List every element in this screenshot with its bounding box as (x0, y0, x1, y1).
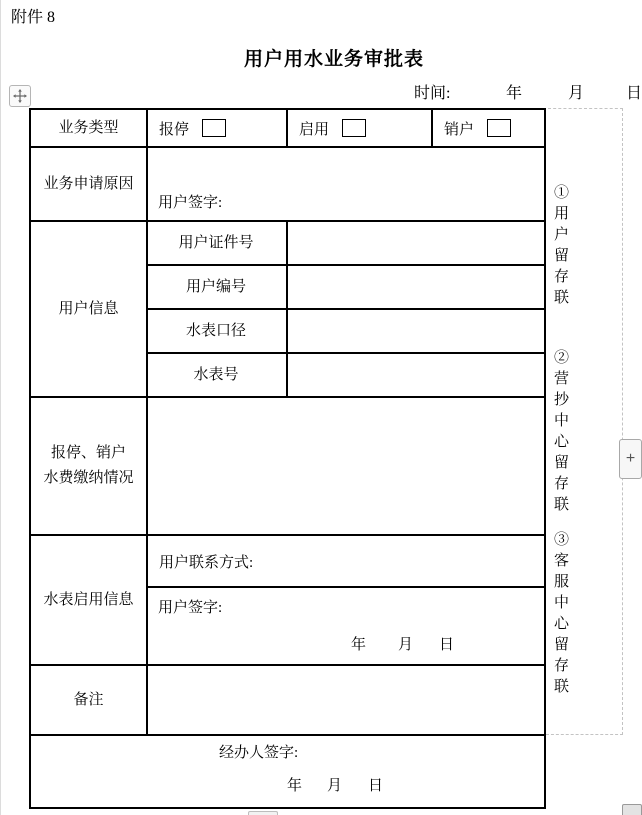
side-label-service-center-copy: ③客服中心留存联 (552, 531, 568, 699)
text-boundary-dashed-line (548, 108, 623, 109)
attachment-label: 附件 8 (11, 9, 56, 26)
meter-caliber-value-cell[interactable] (288, 310, 544, 352)
business-type-option-qiyong (288, 110, 431, 146)
xiaohu-checkbox[interactable] (487, 119, 511, 137)
page-title: 用户用水业务审批表 (244, 49, 425, 70)
handler-date-day-label: 日 (368, 778, 384, 794)
user-id-number-label: 用户证件号 (178, 234, 254, 251)
meter-contact-label: 用户联系方式: (159, 554, 254, 571)
meter-user-signature-label: 用户签字: (158, 600, 223, 616)
remarks-value-cell[interactable] (148, 666, 544, 734)
meter-caliber-label: 水表口径 (185, 322, 246, 339)
remarks-label: 备注 (73, 691, 104, 708)
payment-status-value-cell[interactable] (148, 398, 544, 534)
business-type-label: 业务类型 (58, 119, 119, 136)
user-number-value-cell[interactable] (288, 266, 544, 308)
user-info-label: 用户信息 (58, 300, 119, 317)
table-move-handle[interactable] (9, 85, 31, 107)
qiyong-label: 启用 (299, 121, 330, 138)
business-type-option-xiaohu (433, 110, 546, 146)
handler-signature-label: 经办人签字: (219, 745, 299, 761)
move-icon (13, 89, 27, 103)
time-year-label: 年 (506, 85, 523, 102)
insert-row-button[interactable] (619, 439, 642, 479)
baoting-checkbox[interactable] (202, 119, 226, 137)
side-label-user-copy: ①用户留存联 (552, 184, 568, 310)
payment-status-label-line1: 报停、销户 (50, 445, 126, 461)
handler-date-month-label: 月 (327, 778, 343, 794)
meter-date-month-label: 月 (398, 637, 414, 653)
meter-number-value-cell[interactable] (288, 354, 544, 396)
meter-activation-label: 水表启用信息 (43, 591, 134, 608)
meter-number-label: 水表号 (193, 366, 239, 383)
application-reason-label: 业务申请原因 (43, 175, 134, 192)
text-boundary-dashed-line (622, 108, 623, 735)
bottom-widget-partial[interactable] (248, 811, 278, 815)
handler-date-year-label: 年 (287, 778, 303, 794)
meter-date-year-label: 年 (351, 637, 367, 653)
user-id-number-value-cell[interactable] (288, 222, 544, 264)
meter-contact-cell[interactable] (148, 536, 544, 586)
payment-status-label (31, 398, 146, 534)
business-type-option-baoting (148, 110, 286, 146)
payment-status-label-line2: 水费缴纳情况 (43, 470, 134, 486)
baoting-label: 报停 (159, 121, 190, 138)
corner-widget-partial[interactable] (622, 804, 642, 815)
meter-date-day-label: 日 (439, 637, 455, 653)
xiaohu-label: 销户 (444, 121, 475, 138)
qiyong-checkbox[interactable] (342, 119, 366, 137)
time-month-label: 月 (568, 85, 585, 102)
time-label: 时间: (414, 85, 451, 102)
side-label-reading-center-copy: ②营抄中心留存联 (552, 349, 568, 517)
time-day-label: 日 (626, 85, 642, 102)
reason-user-signature-label: 用户签字: (158, 195, 223, 211)
plus-icon: + (625, 450, 636, 467)
text-boundary-dashed-line (546, 734, 623, 735)
user-number-label: 用户编号 (185, 278, 246, 295)
